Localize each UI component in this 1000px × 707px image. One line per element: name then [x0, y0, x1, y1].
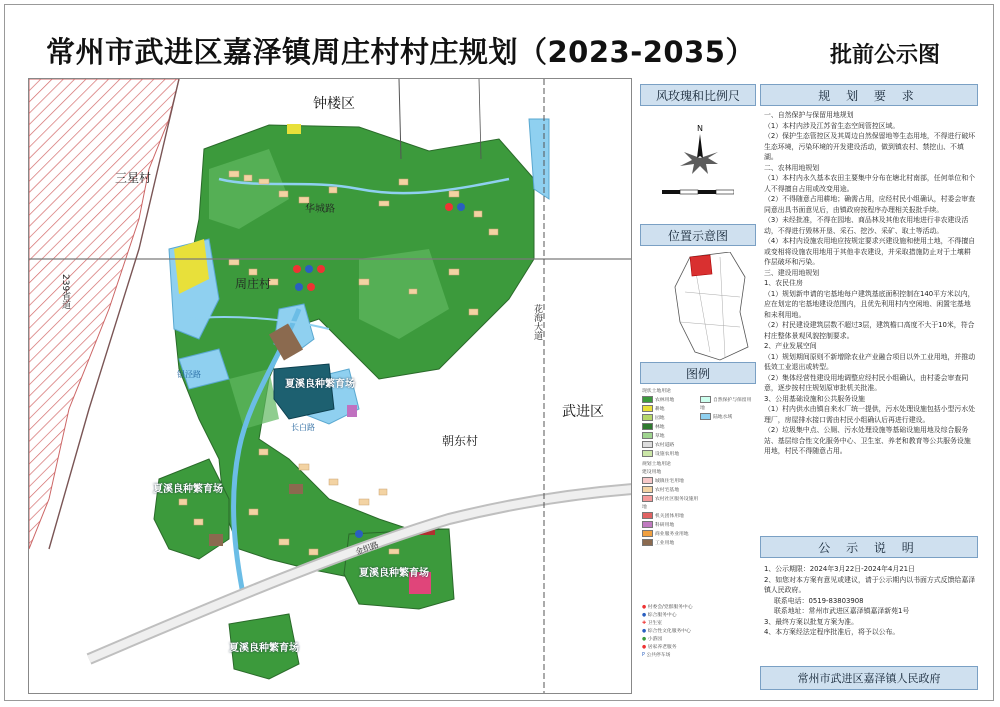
label-xiaxi-southwest: 夏溪良种繁育场: [229, 643, 299, 654]
rose-header: 风玫瑰和比例尺: [640, 84, 756, 106]
svg-text:N: N: [697, 124, 703, 133]
location-header: 位置示意图: [640, 224, 756, 246]
breeding-pond: [274, 364, 334, 419]
label-s239: 239省道: [60, 274, 70, 310]
notice-text: 1、公示期限：2024年3月22日-2024年4月21日 2、如您对本方案有意见或建议，请于公示期内以书面方式反馈给嘉泽镇人民政府。 联系电话：0519-83803908 联系地址：常州市武进区嘉泽镇嘉泽新苑1号 3、最终方案以批复方案为准。 4、本方案经法定程序批准后，将予以公布。: [764, 565, 976, 636]
requirements-text: 一、自然保护与保留用地规划 （1）本村内涉及江苏省生态空间管控区域。 （2）保护生态管控区及其周边自然保留地等生态用地，不得进行破坏生态环境，污染环境的开发建设活动，做到镇农村、禁挖山、不填湖。 二、农林用地规划 （1）本村内永久基本农田主要集中分布在塘北村南部，任何单位和个人不得擅自占用或改变用途。 （2）不得随意占用耕地；确需占用，应经村民小组确认，村委会审查同意出具书面意见后，由镇政府按程序办理相关报批手续。 （3）未经批准，不得在园地、商品林及其他农用地进行非农建设活动，不得进行毁林开垦、采石、挖沙、采矿、取土等活动。 （4）本村内设施农用地应按规定要求兴建设施和使用土地，不得擅自或变相将设施农用地用于其他非农建设，并采取措施防止对于土壤耕作层破坏和污染。 三、建设用地规划 1、农民住房 （1）规划新申请的宅基地每户建筑基底面积控制在140平方米以内，应在划定的宅基地建设范围内，且优先利用村内空闲地、闲置宅基地和未利用地。 （2）村民建设建筑层数不超过3层，建筑檐口高度不大于10米，符合村庄整体景观风貌控制要求。 2、产业发展空间 （1）规划期间原则不新增除农业产业融合项目以外工业用地，并推动低效工业退出或转型。 （2）集体经营性建设用地调整应经村民小组确认，由村委会审查同意，逐步按村庄规划原审批机关批准。 3、公用基础设施和公共服务设施 （1）村内供水由镇自来水厂统一提供，污水处理设施包括小型污水处理厂，房屋排水接口需由村民小组确认后再进行建设。 （2）垃圾集中点、公厕、污水处理设施等基础设施用地及综合服务站、基层综合性文化服务中心、卫生室、养老和教育等公共服务设施用地，村民不得随意占用。: [764, 111, 976, 455]
page-title: 常州市武进区嘉泽镇周庄村村庄规划（2023-2035）: [46, 35, 755, 69]
label-chaodong: 朝东村: [442, 434, 479, 448]
nature-legend: 自然保护与保留用地 陆地水域: [700, 398, 752, 420]
label-zhouzhuang: 周庄村: [235, 277, 272, 291]
label-xiaxi-west: 夏溪良种繁育场: [153, 484, 223, 495]
label-changbai-road: 长白路: [291, 423, 315, 432]
label-xiaxi-north: 夏溪良种繁育场: [285, 379, 355, 390]
government-footer: 常州市武进区嘉泽镇人民政府: [760, 666, 978, 690]
label-jinzhi-road: 金织路: [354, 540, 380, 557]
wind-rose-icon: [670, 122, 730, 190]
label-wujin: 武进区: [562, 404, 604, 420]
page-subtitle: 批前公示图: [830, 43, 941, 68]
label-xiaxi-south: 夏溪良种繁育场: [359, 568, 429, 579]
legend-column: [640, 84, 756, 694]
requirements-header: 规 划 要 求: [760, 84, 978, 106]
facility-legend: ● 村委会/党群服务中心 ● 综合服务中心 ✚ 卫生室 ● 综合性文化服务中心 ● 小游园 ● 居家养老服务 P 公共停车场: [642, 605, 693, 658]
title-bar: [10, 8, 976, 78]
label-sanxing: 三星村: [115, 171, 152, 185]
location-highlight: [690, 255, 712, 276]
current-use-legend: 现状土地用途 农林用地 耕地 园地 林地 草地 农村道路 设施农用地 规划土地用途 建设用地 城镇住宅用地 农村宅基地 农村社区服务设施用地 机关团体用地 科研用地 商业服务业用地 工业用地: [642, 389, 699, 546]
scale-bar-icon: [662, 188, 734, 198]
location-map: [670, 252, 750, 362]
land-use-map: [28, 78, 632, 694]
label-yinjing-road: 银泾路: [177, 370, 201, 379]
notice-header: 公 示 说 明: [760, 536, 978, 558]
label-zhonglou: 钟楼区: [313, 96, 355, 112]
label-huahai-road: 花海大道: [532, 304, 542, 340]
legend-header: 图例: [640, 362, 756, 384]
label-huacheng-road: 华城路: [305, 204, 335, 215]
requirements-column: [760, 84, 978, 694]
